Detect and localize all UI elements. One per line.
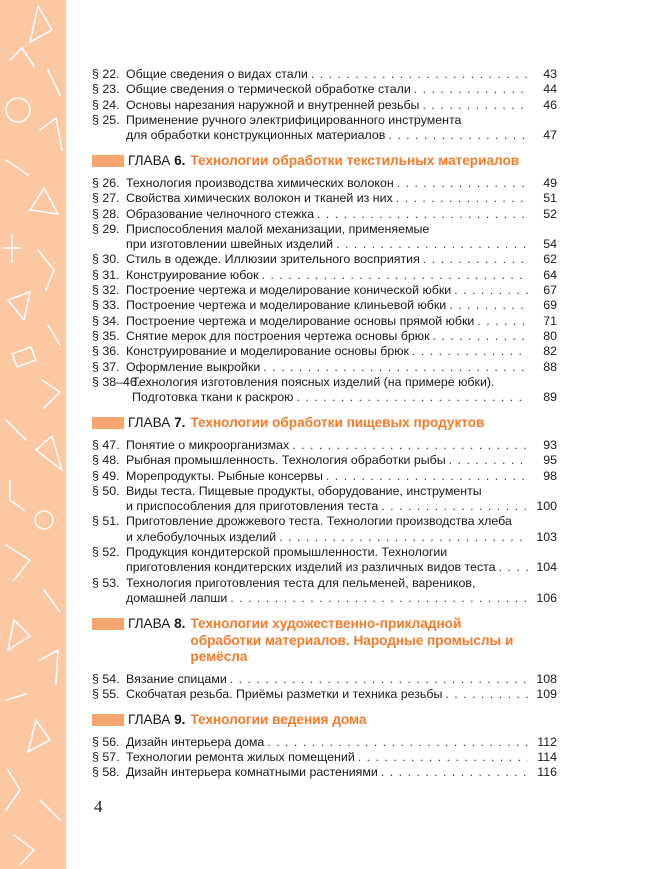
section-title: Продукция кондитерской промышленности. Технологии	[126, 545, 448, 560]
page-ref: 64	[543, 267, 557, 282]
section-body	[132, 375, 557, 406]
section-title-line	[126, 576, 557, 591]
dot-leader	[433, 329, 529, 344]
dot-leader	[326, 469, 528, 484]
chapter-number: 7.	[174, 415, 186, 431]
section-title-line	[126, 499, 557, 514]
toc-entry[interactable]	[92, 514, 557, 545]
section-title: Приспособления малой механизации, применяемые	[126, 221, 430, 236]
section-body	[126, 360, 557, 375]
section-title: Свойства химических волокон и тканей из них	[126, 191, 393, 206]
section-number: § 38–46.	[92, 374, 141, 389]
decorative-sidebar	[0, 0, 66, 869]
section-number: § 56.	[92, 734, 120, 749]
toc-entry[interactable]	[92, 765, 557, 780]
section-title: Подготовка ткани к раскрою	[132, 390, 294, 405]
section-title: Приготовление дрожжевого теста. Технологии производства хлеба	[126, 514, 512, 529]
page-ref: 69	[543, 298, 557, 313]
page-ref: 103	[536, 529, 557, 544]
chapter-label	[128, 712, 185, 729]
section-number: § 26.	[92, 175, 120, 190]
section-title: Образование челночного стежка	[126, 206, 314, 221]
toc-entry[interactable]	[92, 82, 557, 97]
section-title: Рыбная промышленность. Технология обработки рыбы	[126, 453, 446, 468]
section-title: и приспособления для приготовления теста	[126, 499, 379, 514]
section-number: § 51.	[92, 514, 120, 529]
section-body	[126, 687, 557, 702]
chapter-title	[190, 153, 519, 170]
section-title: Технологии ремонта жилых помещений	[126, 750, 355, 765]
section-title-line	[126, 67, 557, 82]
section-title-line	[126, 329, 557, 344]
dot-leader	[381, 499, 528, 514]
section-title-line	[126, 591, 557, 606]
section-title: Построение чертежа и моделирование основы прямой юбки	[126, 313, 475, 328]
chapter-title-line: Технологии ведения дома	[190, 712, 367, 728]
chapter-title	[190, 616, 557, 666]
section-number: § 36.	[92, 344, 120, 359]
dot-leader	[230, 591, 528, 606]
section-title: Стиль в одежде. Иллюзии зрительного восприятия	[126, 252, 420, 267]
section-number: § 22.	[92, 67, 120, 81]
section-title-line	[126, 560, 557, 575]
section-title: Технология приготовления теста для пельменей, вареников,	[126, 575, 476, 590]
dot-leader	[336, 237, 528, 252]
section-number: § 48.	[92, 453, 120, 468]
toc-entry[interactable]	[92, 207, 557, 222]
toc-entry[interactable]	[92, 545, 557, 576]
section-title: Общие сведения о видах стали	[126, 67, 308, 81]
chapter-title-line: Технологии обработки текстильных материалов	[190, 153, 520, 169]
section-title-line	[126, 128, 557, 143]
section-title-line	[126, 344, 557, 359]
section-title: для обработки конструкционных материалов	[126, 128, 386, 143]
section-body	[126, 207, 557, 222]
section-title-line	[126, 98, 557, 113]
section-title: приготовления кондитерских изделий из различных видов теста	[126, 560, 496, 575]
section-title: Построение чертежа и моделирование клиньевой юбки	[126, 298, 447, 313]
decorative-pattern-icon	[0, 0, 66, 869]
section-title-line	[126, 530, 557, 545]
chapter-prefix: ГЛАВА	[128, 616, 171, 632]
page-ref: 106	[536, 590, 557, 605]
section-title-line	[126, 514, 557, 529]
dot-leader	[358, 750, 528, 765]
section-body	[126, 453, 557, 468]
section-number: § 29.	[92, 221, 120, 236]
toc-entry[interactable]	[92, 750, 557, 765]
page-ref: 108	[536, 671, 557, 686]
section-number: § 30.	[92, 252, 120, 267]
chapter-marker	[92, 618, 124, 630]
section-body	[126, 268, 557, 283]
dot-leader	[449, 453, 528, 468]
page-ref: 71	[543, 313, 557, 328]
section-number: § 50.	[92, 483, 120, 498]
toc-entry[interactable]	[92, 329, 557, 344]
dot-leader	[499, 560, 528, 575]
toc-entry[interactable]	[92, 283, 557, 298]
toc-entry[interactable]	[92, 360, 557, 375]
dot-leader	[267, 735, 528, 750]
toc-entry[interactable]	[92, 735, 557, 750]
section-title-line	[126, 113, 557, 128]
page-ref: 67	[543, 283, 557, 298]
page-ref: 44	[543, 82, 557, 97]
chapter-heading	[92, 616, 557, 666]
dot-leader	[381, 765, 528, 780]
section-title: при изготовлении швейных изделий	[126, 237, 334, 252]
section-title: Снятие мерок для построения чертежа основы брюк	[126, 328, 430, 343]
chapter-title	[190, 712, 366, 729]
dot-leader	[449, 298, 528, 313]
page-ref: 54	[543, 237, 557, 252]
dot-leader	[263, 360, 528, 375]
section-title-line	[126, 176, 557, 191]
page-ref: 100	[536, 499, 557, 514]
section-title-line	[132, 375, 557, 390]
section-number: § 58.	[92, 765, 120, 780]
dot-leader	[396, 191, 528, 206]
section-number: § 24.	[92, 97, 120, 112]
section-title-line	[126, 314, 557, 329]
section-title-line	[126, 750, 557, 765]
chapter-label	[128, 616, 185, 633]
page-ref: 114	[537, 750, 557, 765]
page-ref: 104	[536, 560, 557, 575]
page-ref: 82	[543, 344, 557, 359]
section-body	[126, 252, 557, 267]
dot-leader	[279, 530, 528, 545]
toc-entry[interactable]	[92, 687, 557, 702]
dot-leader	[412, 344, 528, 359]
section-number: § 52.	[92, 545, 120, 560]
section-number: § 57.	[92, 750, 120, 765]
page-ref: 88	[543, 359, 557, 374]
section-body	[126, 314, 557, 329]
section-title-line	[132, 390, 557, 405]
section-title-line	[126, 735, 557, 750]
section-body	[126, 67, 557, 82]
chapter-number: 9.	[174, 712, 186, 728]
section-title: Дизайн интерьера комнатными растениями	[126, 765, 378, 780]
page-ref: 51	[543, 191, 557, 206]
toc-entry[interactable]	[92, 438, 557, 453]
section-body	[126, 469, 557, 484]
section-title-line	[126, 453, 557, 468]
chapter-marker	[92, 155, 124, 167]
toc-entry[interactable]	[92, 191, 557, 206]
chapter-marker	[92, 714, 124, 726]
section-body	[126, 484, 557, 515]
section-title-line	[126, 545, 557, 560]
section-title-line	[126, 191, 557, 206]
section-body	[126, 82, 557, 97]
section-number: § 31.	[92, 267, 120, 282]
dot-leader	[230, 672, 528, 687]
page-ref: 43	[543, 67, 557, 81]
section-body	[126, 191, 557, 206]
chapter-heading	[92, 712, 557, 729]
chapter-label	[128, 415, 185, 432]
section-title-line	[126, 469, 557, 484]
dot-leader	[292, 438, 528, 453]
section-title: Основы нарезания наружной и внутренней резьбы	[126, 97, 420, 112]
dot-leader	[423, 252, 528, 267]
toc-entry[interactable]	[92, 67, 557, 82]
toc-entry[interactable]	[92, 453, 557, 468]
dot-leader	[296, 390, 528, 405]
dot-leader	[477, 314, 528, 329]
page-ref: 95	[543, 453, 557, 468]
page-ref: 89	[543, 390, 557, 405]
section-title: Виды теста. Пищевые продукты, оборудование, инструменты	[126, 483, 482, 498]
dot-leader	[445, 687, 528, 702]
section-title: домашней лапши	[126, 590, 228, 605]
section-body	[126, 576, 557, 607]
section-number: § 37.	[92, 359, 120, 374]
section-number: § 28.	[92, 206, 120, 221]
section-title: Технология изготовления поясных изделий (на примере юбки).	[132, 374, 495, 389]
section-number: § 23.	[92, 82, 120, 97]
section-body	[126, 329, 557, 344]
section-title: Применение ручного электрифицированного инструмента	[126, 112, 462, 127]
section-number: § 35.	[92, 328, 120, 343]
dot-leader	[397, 176, 528, 191]
chapter-title-line: Технологии художественно-прикладной	[190, 616, 462, 632]
section-number: § 34.	[92, 313, 120, 328]
section-title-line	[126, 82, 557, 97]
section-body	[126, 113, 557, 144]
section-body	[126, 750, 557, 765]
dot-leader	[422, 98, 528, 113]
toc-entry[interactable]	[92, 98, 557, 113]
section-body	[126, 438, 557, 453]
section-title: Оформление выкройки	[126, 359, 261, 374]
dot-leader	[317, 207, 528, 222]
section-title: Построение чертежа и моделирование конической юбки	[126, 283, 452, 298]
section-title: Конструирование юбок	[126, 267, 259, 282]
toc-entry[interactable]	[92, 176, 557, 191]
toc-entry[interactable]	[92, 672, 557, 687]
section-title-line	[126, 672, 557, 687]
toc-entry[interactable]	[92, 252, 557, 267]
toc-entry[interactable]	[92, 113, 557, 144]
section-body	[126, 765, 557, 780]
section-number: § 27.	[92, 191, 120, 206]
section-title: Общие сведения о термической обработке стали	[126, 82, 411, 97]
section-number: § 55.	[92, 687, 120, 701]
page-ref: 80	[543, 328, 557, 343]
section-title-line	[126, 765, 557, 780]
section-number: § 32.	[92, 283, 120, 298]
page-ref: 52	[543, 206, 557, 221]
section-body	[126, 514, 557, 545]
section-title: и хлебобулочных изделий	[126, 529, 277, 544]
section-body	[126, 98, 557, 113]
section-body	[126, 298, 557, 313]
section-title: Морепродукты. Рыбные консервы	[126, 468, 323, 483]
chapter-label	[128, 153, 185, 170]
page-ref: 47	[543, 128, 557, 143]
chapter-title	[190, 415, 484, 432]
section-title: Конструирование и моделирование основы брюк	[126, 344, 409, 359]
section-number: § 49.	[92, 468, 120, 483]
section-title-line	[126, 687, 557, 702]
chapter-title-line: обработки материалов. Народные промыслы и ремёсла	[190, 632, 514, 665]
dot-leader	[262, 268, 528, 283]
section-number: § 33.	[92, 298, 120, 313]
section-number: § 47.	[92, 437, 120, 452]
section-body	[126, 735, 557, 750]
section-title: Скобчатая резьба. Приёмы разметки и техника резьбы	[126, 687, 443, 701]
section-title-line	[126, 484, 557, 499]
page-number: 4	[94, 797, 103, 816]
section-title: Технология производства химических волокон	[126, 175, 394, 190]
chapter-prefix: ГЛАВА	[128, 153, 171, 169]
section-title: Понятие о микроорганизмах	[126, 437, 290, 452]
section-number: § 54.	[92, 671, 120, 686]
page-ref: 49	[543, 175, 557, 190]
dot-leader	[454, 283, 528, 298]
section-number: § 25.	[92, 112, 120, 127]
section-title: Дизайн интерьера дома	[126, 734, 265, 749]
section-title-line	[126, 237, 557, 252]
toc-entry[interactable]	[92, 222, 557, 253]
toc-entry[interactable]	[92, 298, 557, 313]
chapter-marker	[92, 417, 124, 429]
chapter-prefix: ГЛАВА	[128, 712, 171, 728]
section-title: Вязание спицами	[126, 671, 227, 686]
section-title-line	[126, 298, 557, 313]
toc-entry[interactable]	[92, 314, 557, 329]
toc-entry[interactable]	[92, 576, 557, 607]
toc-entry[interactable]	[92, 469, 557, 484]
section-body	[126, 344, 557, 359]
chapter-heading	[92, 415, 557, 432]
toc-entry[interactable]	[92, 268, 557, 283]
page-ref: 62	[543, 252, 557, 267]
page-ref: 98	[543, 468, 557, 483]
section-title-line	[126, 360, 557, 375]
section-title-line	[126, 207, 557, 222]
dot-leader	[388, 128, 528, 143]
toc-entry[interactable]	[92, 344, 557, 359]
section-body	[126, 545, 557, 576]
chapter-title-line: Технологии обработки пищевых продуктов	[190, 415, 485, 431]
chapter-heading	[92, 153, 557, 170]
page-ref: 116	[537, 765, 557, 780]
section-body	[126, 176, 557, 191]
dot-leader	[414, 82, 528, 97]
section-body	[126, 283, 557, 298]
chapter-number: 8.	[174, 616, 186, 632]
page-ref: 46	[543, 97, 557, 112]
dot-leader	[311, 67, 528, 82]
chapter-prefix: ГЛАВА	[128, 415, 171, 431]
page-ref: 93	[543, 437, 557, 452]
section-body	[126, 672, 557, 687]
section-title-line	[126, 438, 557, 453]
section-body	[126, 222, 557, 253]
section-title-line	[126, 252, 557, 267]
toc-entry[interactable]	[92, 375, 557, 406]
section-title-line	[126, 222, 557, 237]
section-title-line	[126, 268, 557, 283]
chapter-number: 6.	[174, 153, 186, 169]
toc-entry[interactable]	[92, 484, 557, 515]
table-of-contents	[92, 67, 557, 781]
page-ref: 109	[536, 687, 557, 701]
section-title-line	[126, 283, 557, 298]
section-number: § 53.	[92, 575, 120, 590]
page-ref: 112	[537, 734, 557, 749]
